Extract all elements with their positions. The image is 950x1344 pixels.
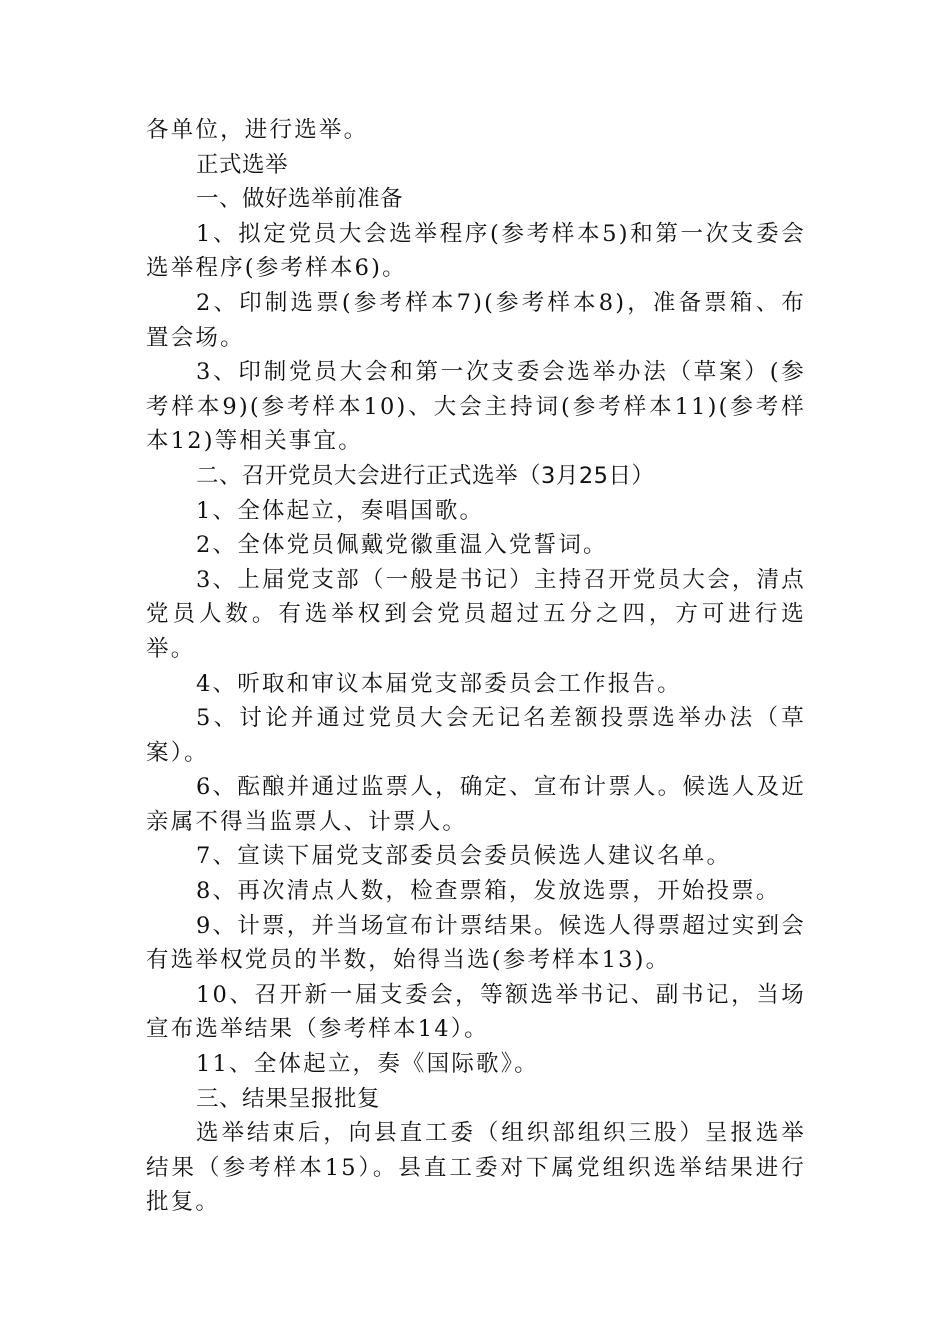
section-2-item: 2、全体党员佩戴党徽重温入党誓词。 xyxy=(196,532,608,559)
heading-section-1: 一、做好选举前准备 xyxy=(196,186,404,213)
section-2-item: 8、再次清点人数，检查票箱，发放选票，开始投票。 xyxy=(196,878,781,905)
section-2-item: 7、宣读下届党支部委员会委员候选人建议名单。 xyxy=(196,843,732,870)
section-2-item: 6、酝酿并通过监票人，确定、宣布计票人。候选人及近亲属不得当监票人、计票人。 xyxy=(146,774,806,835)
section-1-item: 3、印制党员大会和第一次支委会选举办法（草案）(参考样本9)(参考样本10)、大会主持词(参考样本11)(参考样本12)等相关事宜。 xyxy=(146,359,806,455)
section-2-item: 11、全体起立，奏《国际歌》。 xyxy=(196,1051,539,1078)
section-2-item: 1、全体起立，奏唱国歌。 xyxy=(196,497,485,524)
paragraph-continuation: 各单位，进行选举。 xyxy=(146,117,369,143)
heading-section-3: 三、结果呈报批复 xyxy=(196,1085,381,1112)
section-2-item: 4、听取和审议本届党支部委员会工作报告。 xyxy=(196,670,682,697)
section-1-item: 1、拟定党员大会选举程序(参考样本5)和第一次支委会选举程序(参考样本6)。 xyxy=(146,220,806,282)
section-3-paragraph: 选举结束后，向县直工委（组织部组织三股）呈报选举结果（参考样本15）。县直工委对下属党组织选举结果进行批复。 xyxy=(146,1120,806,1216)
document-body xyxy=(146,113,806,1220)
section-2-item: 5、讨论并通过党员大会无记名差额投票选举办法（草案）。 xyxy=(146,705,806,766)
section-2-item: 10、召开新一届支委会，等额选举书记、副书记，当场宣布选举结果（参考样本14）。 xyxy=(146,981,806,1043)
heading-formal-election: 正式选举 xyxy=(196,151,289,178)
section-1-item: 2、印制选票(参考样本7)(参考样本8)，准备票箱、布置会场。 xyxy=(146,289,806,351)
section-2-item: 3、上届党支部（一般是书记）主持召开党员大会，清点党员人数。有选举权到会党员超过五分之四，方可进行选举。 xyxy=(146,566,806,662)
heading-section-2: 二、召开党员大会进行正式选举（3月25日） xyxy=(196,462,655,489)
section-2-item: 9、计票，并当场宣布计票结果。候选人得票超过实到会有选举权党员的半数，始得当选(参考样本13)。 xyxy=(146,912,806,974)
